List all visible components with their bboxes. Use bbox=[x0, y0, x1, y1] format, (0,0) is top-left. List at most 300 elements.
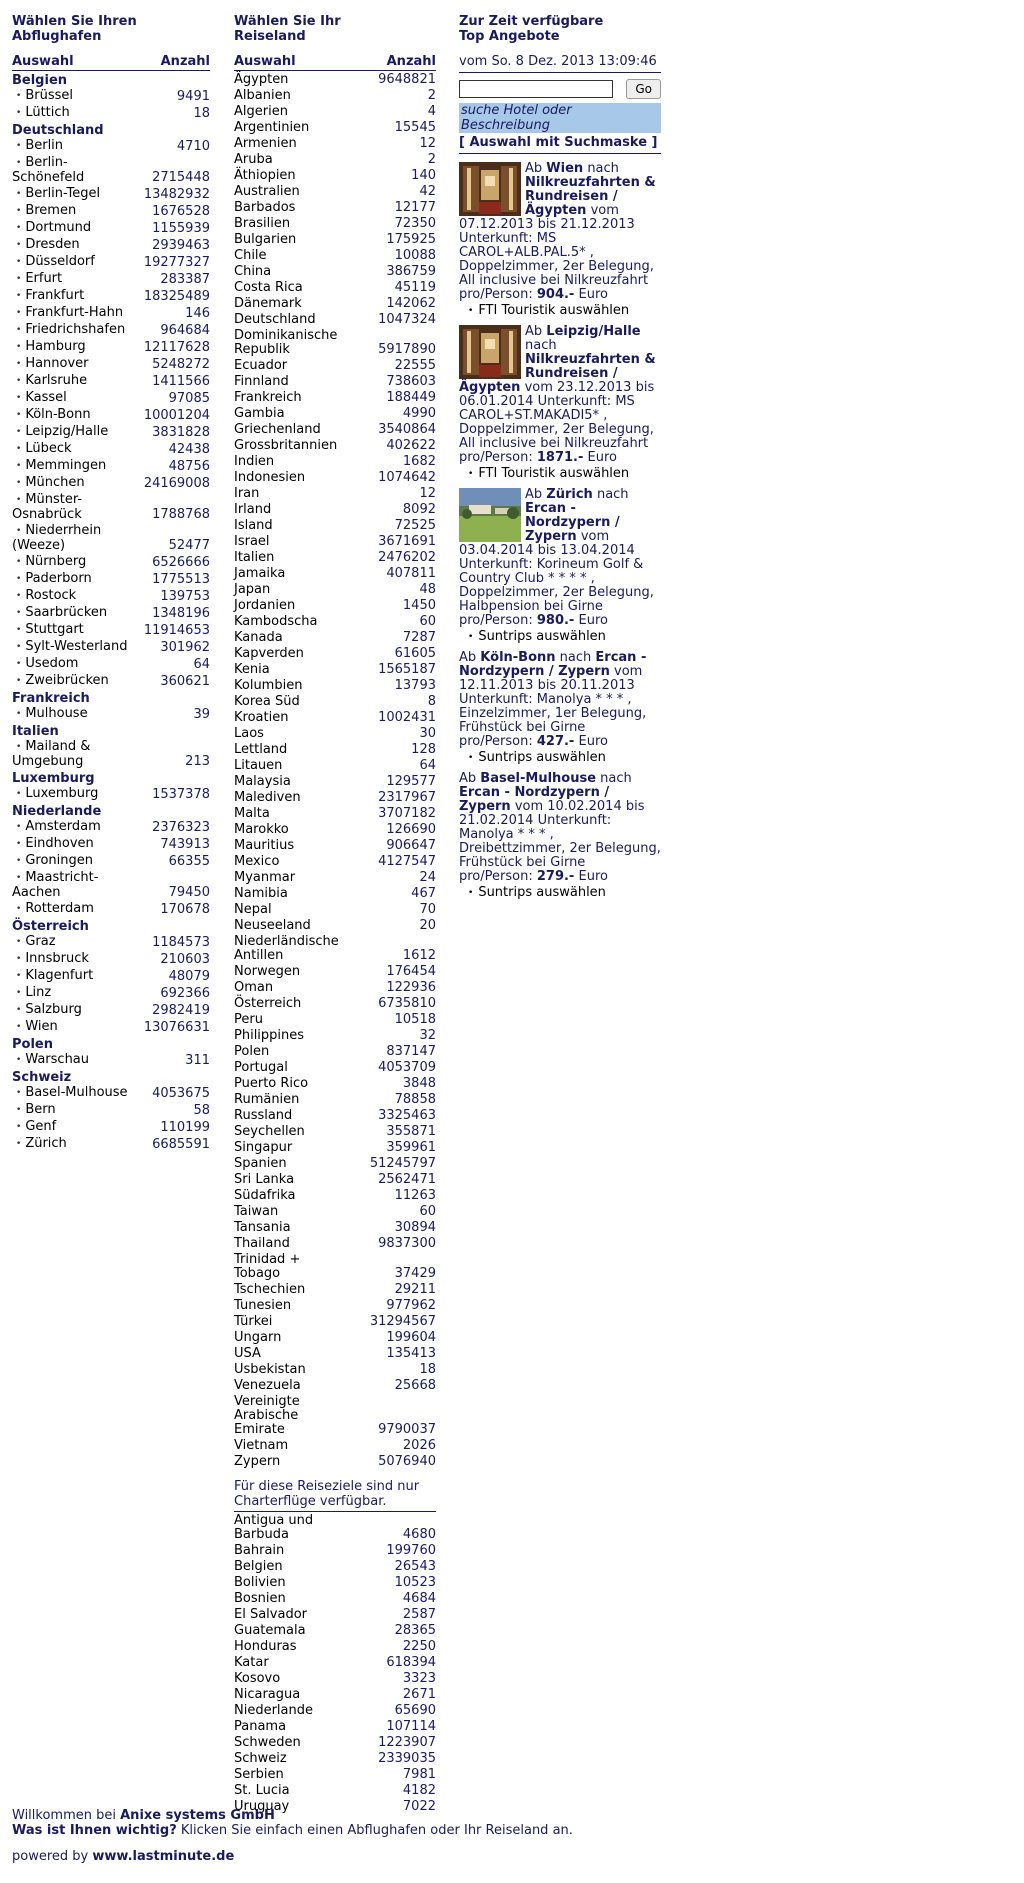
destination-name[interactable]: Kolumbien bbox=[234, 678, 303, 693]
airport-name[interactable]: • Genf bbox=[12, 1120, 56, 1135]
airport-name[interactable]: • Zürich bbox=[12, 1137, 67, 1152]
destination-name[interactable]: Russland bbox=[234, 1108, 293, 1123]
airport-row[interactable] bbox=[12, 289, 210, 304]
offer-destination[interactable]: Ercan - Nordzypern / Zypern bbox=[525, 501, 620, 544]
airport-row[interactable] bbox=[12, 854, 210, 869]
airport-row[interactable] bbox=[12, 969, 210, 984]
destination-row[interactable] bbox=[234, 1237, 436, 1251]
airport-row[interactable] bbox=[12, 204, 210, 219]
airport-row[interactable] bbox=[12, 187, 210, 202]
destination-name[interactable]: Australien bbox=[234, 184, 300, 199]
airport-name[interactable]: • Usedom bbox=[12, 657, 78, 672]
destination-row[interactable] bbox=[234, 711, 436, 725]
destination-row[interactable] bbox=[234, 265, 436, 279]
destination-name[interactable]: Ecuador bbox=[234, 358, 288, 373]
airport-row[interactable] bbox=[12, 606, 210, 621]
offer-origin[interactable]: Wien bbox=[546, 161, 584, 176]
destination-name[interactable]: Äthiopien bbox=[234, 168, 296, 183]
destination-row[interactable] bbox=[234, 1125, 436, 1139]
destination-row[interactable] bbox=[234, 631, 436, 645]
destination-name[interactable]: Litauen bbox=[234, 758, 283, 773]
destination-name[interactable]: Thailand bbox=[234, 1236, 290, 1251]
advanced-search-link[interactable]: [ Auswahl mit Suchmaske ] bbox=[459, 135, 661, 154]
airport-name[interactable]: • Bern bbox=[12, 1103, 56, 1118]
airport-row[interactable] bbox=[12, 589, 210, 604]
destination-row[interactable] bbox=[234, 1093, 436, 1107]
airport-name[interactable]: • Niederrhein (Weeze) bbox=[12, 524, 132, 553]
destination-name[interactable]: Armenien bbox=[234, 136, 297, 151]
airport-row[interactable] bbox=[12, 493, 210, 522]
destination-name[interactable]: Tschechien bbox=[234, 1282, 306, 1297]
destination-name[interactable]: Algerien bbox=[234, 104, 288, 119]
destination-row[interactable] bbox=[234, 105, 436, 119]
operator-select-link[interactable]: • Suntrips auswählen bbox=[459, 630, 661, 645]
destination-name[interactable]: Myanmar bbox=[234, 870, 296, 885]
destination-name[interactable]: Costa Rica bbox=[234, 280, 303, 295]
destination-name[interactable]: Antigua und Barbuda bbox=[234, 1513, 314, 1542]
airport-name[interactable]: • Lüttich bbox=[12, 106, 70, 121]
airport-row[interactable] bbox=[12, 572, 210, 587]
destination-name[interactable]: Dänemark bbox=[234, 296, 302, 311]
destination-row[interactable] bbox=[234, 487, 436, 501]
airport-name[interactable]: • Friedrichshafen bbox=[12, 323, 125, 338]
destination-name[interactable]: Chile bbox=[234, 248, 267, 263]
destination-row[interactable] bbox=[234, 1061, 436, 1075]
destination-row[interactable] bbox=[234, 535, 436, 549]
destination-name[interactable]: Brasilien bbox=[234, 216, 291, 231]
destination-row[interactable] bbox=[234, 807, 436, 821]
destination-row[interactable] bbox=[234, 1045, 436, 1059]
airport-row[interactable] bbox=[12, 459, 210, 474]
destination-row[interactable] bbox=[234, 1560, 436, 1574]
airport-name[interactable]: • Mulhouse bbox=[12, 707, 88, 722]
airport-row[interactable] bbox=[12, 820, 210, 835]
destination-row[interactable] bbox=[234, 471, 436, 485]
offer-origin[interactable]: Basel-Mulhouse bbox=[480, 771, 597, 786]
airport-name[interactable]: • Berlin-Tegel bbox=[12, 187, 100, 202]
destination-row[interactable] bbox=[234, 1439, 436, 1453]
airport-row[interactable] bbox=[12, 306, 210, 321]
site-link[interactable]: www.lastminute.de bbox=[92, 1849, 235, 1864]
destination-row[interactable] bbox=[234, 1331, 436, 1345]
destination-name[interactable]: Philippines bbox=[234, 1028, 305, 1043]
airport-name[interactable]: • Zweibrücken bbox=[12, 674, 109, 689]
destination-row[interactable] bbox=[234, 1347, 436, 1361]
airport-row[interactable] bbox=[12, 740, 210, 769]
destination-name[interactable]: Tansania bbox=[234, 1220, 291, 1235]
airport-name[interactable]: • Stuttgart bbox=[12, 623, 84, 638]
airport-name[interactable]: • Leipzig/Halle bbox=[12, 425, 108, 440]
destination-name[interactable]: Kanada bbox=[234, 630, 283, 645]
airport-name[interactable]: • Wien bbox=[12, 1020, 58, 1035]
destination-name[interactable]: Katar bbox=[234, 1655, 269, 1670]
destination-name[interactable]: Deutschland bbox=[234, 312, 316, 327]
destination-row[interactable] bbox=[234, 567, 436, 581]
airport-name[interactable]: • Erfurt bbox=[12, 272, 62, 287]
destination-row[interactable] bbox=[234, 1077, 436, 1091]
airport-row[interactable] bbox=[12, 1086, 210, 1101]
destination-name[interactable]: Tunesien bbox=[234, 1298, 292, 1313]
airport-name[interactable]: • Maastricht-Aachen bbox=[12, 871, 132, 900]
destination-row[interactable] bbox=[234, 551, 436, 565]
destination-row[interactable] bbox=[234, 759, 436, 773]
airport-name[interactable]: • Nürnberg bbox=[12, 555, 86, 570]
destination-name[interactable]: Jordanien bbox=[234, 598, 296, 613]
destination-name[interactable]: USA bbox=[234, 1346, 261, 1361]
destination-row[interactable] bbox=[234, 73, 436, 87]
destination-row[interactable] bbox=[234, 519, 436, 533]
destination-row[interactable] bbox=[234, 359, 436, 373]
airport-row[interactable] bbox=[12, 221, 210, 236]
destination-row[interactable] bbox=[234, 297, 436, 311]
airport-row[interactable] bbox=[12, 1003, 210, 1018]
destination-row[interactable] bbox=[234, 743, 436, 757]
airport-row[interactable] bbox=[12, 871, 210, 900]
destination-name[interactable]: Oman bbox=[234, 980, 274, 995]
airport-row[interactable] bbox=[12, 555, 210, 570]
airport-name[interactable]: • Graz bbox=[12, 935, 56, 950]
destination-name[interactable]: Kosovo bbox=[234, 1671, 281, 1686]
destination-name[interactable]: Mexico bbox=[234, 854, 280, 869]
destination-row[interactable] bbox=[234, 407, 436, 421]
airport-name[interactable]: • Sylt-Westerland bbox=[12, 640, 128, 655]
airport-row[interactable] bbox=[12, 935, 210, 950]
destination-name[interactable]: Vietnam bbox=[234, 1438, 289, 1453]
airport-name[interactable]: • Amsterdam bbox=[12, 820, 101, 835]
destination-row[interactable] bbox=[234, 1592, 436, 1606]
offer-destination[interactable]: Ercan - Nordzypern / Zypern bbox=[459, 785, 610, 814]
airport-row[interactable] bbox=[12, 1120, 210, 1135]
airport-row[interactable] bbox=[12, 1020, 210, 1035]
airport-row[interactable] bbox=[12, 323, 210, 338]
destination-row[interactable] bbox=[234, 1624, 436, 1638]
destination-row[interactable] bbox=[234, 1704, 436, 1718]
airport-name[interactable]: • Münster-Osnabrück bbox=[12, 493, 132, 522]
destination-row[interactable] bbox=[234, 903, 436, 917]
destination-name[interactable]: Nepal bbox=[234, 902, 272, 917]
destination-row[interactable] bbox=[234, 1189, 436, 1203]
destination-name[interactable]: Malediven bbox=[234, 790, 301, 805]
airport-row[interactable] bbox=[12, 442, 210, 457]
airport-row[interactable] bbox=[12, 89, 210, 104]
destination-row[interactable] bbox=[234, 1379, 436, 1393]
destination-row[interactable] bbox=[234, 1608, 436, 1622]
airport-name[interactable]: • Berlin-Schönefeld bbox=[12, 156, 132, 185]
airport-name[interactable]: • Karlsruhe bbox=[12, 374, 87, 389]
airport-name[interactable]: • Kassel bbox=[12, 391, 67, 406]
airport-name[interactable]: • Hannover bbox=[12, 357, 89, 372]
destination-name[interactable]: Trinidad + Tobago bbox=[234, 1252, 301, 1281]
airport-name[interactable]: • Memmingen bbox=[12, 459, 106, 474]
airport-name[interactable]: • Rostock bbox=[12, 589, 76, 604]
destination-row[interactable] bbox=[234, 455, 436, 469]
offer-origin[interactable]: Zürich bbox=[546, 487, 593, 502]
destination-row[interactable] bbox=[234, 855, 436, 869]
destination-name[interactable]: Bolivien bbox=[234, 1575, 286, 1590]
airport-name[interactable]: • Mailand & Umgebung bbox=[12, 740, 132, 769]
destination-row[interactable] bbox=[234, 503, 436, 517]
destination-row[interactable] bbox=[234, 1157, 436, 1171]
destination-name[interactable]: Finnland bbox=[234, 374, 289, 389]
destination-row[interactable] bbox=[234, 1221, 436, 1235]
airport-row[interactable] bbox=[12, 986, 210, 1001]
airport-name[interactable]: • Dresden bbox=[12, 238, 80, 253]
operator-select-link[interactable]: • FTI Touristik auswählen bbox=[459, 304, 661, 319]
airport-row[interactable] bbox=[12, 657, 210, 672]
destination-row[interactable] bbox=[234, 583, 436, 597]
destination-name[interactable]: Korea Süd bbox=[234, 694, 300, 709]
destination-row[interactable] bbox=[234, 887, 436, 901]
airport-row[interactable] bbox=[12, 640, 210, 655]
destination-row[interactable] bbox=[234, 1514, 436, 1542]
destination-name[interactable]: Ägypten bbox=[234, 72, 289, 87]
destination-row[interactable] bbox=[234, 329, 436, 357]
airport-row[interactable] bbox=[12, 674, 210, 689]
airport-name[interactable]: • Frankfurt-Hahn bbox=[12, 306, 123, 321]
airport-name[interactable]: • Innsbruck bbox=[12, 952, 89, 967]
airport-name[interactable]: • München bbox=[12, 476, 85, 491]
airport-name[interactable]: • Warschau bbox=[12, 1053, 89, 1068]
offer-origin[interactable]: Leipzig/Halle bbox=[546, 324, 641, 339]
airport-name[interactable]: • Dortmund bbox=[12, 221, 91, 236]
destination-name[interactable]: Schweiz bbox=[234, 1751, 287, 1766]
destination-row[interactable] bbox=[234, 233, 436, 247]
airport-row[interactable] bbox=[12, 139, 210, 154]
airport-row[interactable] bbox=[12, 357, 210, 372]
destination-row[interactable] bbox=[234, 1141, 436, 1155]
destination-row[interactable] bbox=[234, 391, 436, 405]
destination-name[interactable]: Ungarn bbox=[234, 1330, 282, 1345]
destination-name[interactable]: China bbox=[234, 264, 272, 279]
destination-row[interactable] bbox=[234, 1173, 436, 1187]
destination-row[interactable] bbox=[234, 1029, 436, 1043]
destination-name[interactable]: Nicaragua bbox=[234, 1687, 301, 1702]
destination-name[interactable]: Griechenland bbox=[234, 422, 321, 437]
destination-name[interactable]: Indonesien bbox=[234, 470, 306, 485]
airport-row[interactable] bbox=[12, 787, 210, 802]
destination-row[interactable] bbox=[234, 121, 436, 135]
destination-row[interactable] bbox=[234, 935, 436, 963]
airport-row[interactable] bbox=[12, 272, 210, 287]
airport-name[interactable]: • Düsseldorf bbox=[12, 255, 95, 270]
destination-name[interactable]: Italien bbox=[234, 550, 275, 565]
airport-row[interactable] bbox=[12, 425, 210, 440]
airport-row[interactable] bbox=[12, 1137, 210, 1152]
airport-row[interactable] bbox=[12, 408, 210, 423]
destination-row[interactable] bbox=[234, 599, 436, 613]
airport-row[interactable] bbox=[12, 524, 210, 553]
destination-row[interactable] bbox=[234, 727, 436, 741]
destination-row[interactable] bbox=[234, 153, 436, 167]
golf-landscape-image[interactable] bbox=[459, 488, 521, 542]
destination-name[interactable]: Irland bbox=[234, 502, 272, 517]
airport-row[interactable] bbox=[12, 902, 210, 917]
airport-name[interactable]: • Berlin bbox=[12, 139, 63, 154]
destination-row[interactable] bbox=[234, 679, 436, 693]
destination-name[interactable]: Neuseeland bbox=[234, 918, 311, 933]
destination-name[interactable]: Malta bbox=[234, 806, 270, 821]
destination-name[interactable]: Venezuela bbox=[234, 1378, 301, 1393]
airport-row[interactable] bbox=[12, 952, 210, 967]
airport-name[interactable]: • Linz bbox=[12, 986, 51, 1001]
destination-name[interactable]: Frankreich bbox=[234, 390, 302, 405]
destination-name[interactable]: Portugal bbox=[234, 1060, 288, 1075]
destination-name[interactable]: Uruguay bbox=[234, 1799, 290, 1814]
destination-row[interactable] bbox=[234, 1283, 436, 1297]
destination-name[interactable]: St. Lucia bbox=[234, 1783, 290, 1798]
operator-select-link[interactable]: • Suntrips auswählen bbox=[459, 751, 661, 766]
destination-row[interactable] bbox=[234, 1205, 436, 1219]
destination-row[interactable] bbox=[234, 1672, 436, 1686]
destination-name[interactable]: Indien bbox=[234, 454, 275, 469]
destination-row[interactable] bbox=[234, 217, 436, 231]
offer-destination[interactable]: Nilkreuzfahrten & Rundreisen / Ägypten bbox=[525, 175, 656, 218]
destination-row[interactable] bbox=[234, 695, 436, 709]
airport-name[interactable]: • Hamburg bbox=[12, 340, 86, 355]
destination-name[interactable]: Südafrika bbox=[234, 1188, 296, 1203]
destination-row[interactable] bbox=[234, 281, 436, 295]
destination-row[interactable] bbox=[234, 1544, 436, 1558]
destination-row[interactable] bbox=[234, 1640, 436, 1654]
hotel-search-input[interactable] bbox=[459, 80, 613, 98]
destination-row[interactable] bbox=[234, 439, 436, 453]
airport-row[interactable] bbox=[12, 238, 210, 253]
airport-row[interactable] bbox=[12, 623, 210, 638]
destination-row[interactable] bbox=[234, 1013, 436, 1027]
destination-name[interactable]: Dominikanische Republik bbox=[234, 328, 338, 357]
destination-row[interactable] bbox=[234, 981, 436, 995]
airport-name[interactable]: • Eindhoven bbox=[12, 837, 94, 852]
destination-name[interactable]: Israel bbox=[234, 534, 270, 549]
destination-name[interactable]: Rumänien bbox=[234, 1092, 300, 1107]
destination-row[interactable] bbox=[234, 1315, 436, 1329]
destination-row[interactable] bbox=[234, 1720, 436, 1734]
destination-name[interactable]: Niederländische Antillen bbox=[234, 934, 339, 963]
destination-name[interactable]: Puerto Rico bbox=[234, 1076, 309, 1091]
airport-name[interactable]: • Bremen bbox=[12, 204, 76, 219]
airport-name[interactable]: • Basel-Mulhouse bbox=[12, 1086, 128, 1101]
airport-row[interactable] bbox=[12, 837, 210, 852]
destination-row[interactable] bbox=[234, 1253, 436, 1281]
destination-name[interactable]: Bulgarien bbox=[234, 232, 297, 247]
destination-row[interactable] bbox=[234, 1109, 436, 1123]
destination-name[interactable]: Guatemala bbox=[234, 1623, 306, 1638]
destination-name[interactable]: Niederlande bbox=[234, 1703, 313, 1718]
destination-row[interactable] bbox=[234, 647, 436, 661]
operator-select-link[interactable]: • FTI Touristik auswählen bbox=[459, 467, 661, 482]
destination-name[interactable]: Kapverden bbox=[234, 646, 304, 661]
destination-row[interactable] bbox=[234, 249, 436, 263]
cruise-interior-image[interactable] bbox=[459, 325, 521, 379]
airport-row[interactable] bbox=[12, 707, 210, 722]
destination-name[interactable]: Island bbox=[234, 518, 273, 533]
airport-name[interactable]: • Paderborn bbox=[12, 572, 92, 587]
destination-name[interactable]: Mauritius bbox=[234, 838, 295, 853]
destination-row[interactable] bbox=[234, 313, 436, 327]
destination-row[interactable] bbox=[234, 1784, 436, 1798]
destination-name[interactable]: Lettland bbox=[234, 742, 288, 757]
destination-name[interactable]: Malaysia bbox=[234, 774, 291, 789]
airport-row[interactable] bbox=[12, 374, 210, 389]
destination-row[interactable] bbox=[234, 1752, 436, 1766]
destination-name[interactable]: Argentinien bbox=[234, 120, 310, 135]
destination-row[interactable] bbox=[234, 615, 436, 629]
destination-name[interactable]: Schweden bbox=[234, 1735, 301, 1750]
destination-row[interactable] bbox=[234, 1455, 436, 1469]
airport-row[interactable] bbox=[12, 156, 210, 185]
airport-row[interactable] bbox=[12, 106, 210, 121]
destination-row[interactable] bbox=[234, 997, 436, 1011]
offer-destination[interactable]: Nilkreuzfahrten & Rundreisen / Ägypten bbox=[459, 352, 656, 395]
destination-row[interactable] bbox=[234, 775, 436, 789]
destination-row[interactable] bbox=[234, 201, 436, 215]
destination-name[interactable]: Serbien bbox=[234, 1767, 284, 1782]
destination-name[interactable]: Sri Lanka bbox=[234, 1172, 295, 1187]
destination-row[interactable] bbox=[234, 1688, 436, 1702]
destination-row[interactable] bbox=[234, 919, 436, 933]
destination-name[interactable]: Taiwan bbox=[234, 1204, 279, 1219]
destination-name[interactable]: Albanien bbox=[234, 88, 291, 103]
operator-select-link[interactable]: • Suntrips auswählen bbox=[459, 886, 661, 901]
destination-row[interactable] bbox=[234, 185, 436, 199]
destination-name[interactable]: Seychellen bbox=[234, 1124, 305, 1139]
destination-row[interactable] bbox=[234, 375, 436, 389]
destination-row[interactable] bbox=[234, 1736, 436, 1750]
destination-name[interactable]: Peru bbox=[234, 1012, 263, 1027]
destination-name[interactable]: Iran bbox=[234, 486, 260, 501]
destination-name[interactable]: Österreich bbox=[234, 996, 302, 1011]
destination-row[interactable] bbox=[234, 423, 436, 437]
destination-row[interactable] bbox=[234, 871, 436, 885]
offer-origin[interactable]: Köln-Bonn bbox=[480, 650, 556, 665]
offer-destination[interactable]: Ercan - Nordzypern / Zypern bbox=[459, 650, 647, 679]
airport-name[interactable]: • Köln-Bonn bbox=[12, 408, 91, 423]
destination-name[interactable]: Honduras bbox=[234, 1639, 297, 1654]
destination-name[interactable]: Bosnien bbox=[234, 1591, 286, 1606]
destination-row[interactable] bbox=[234, 137, 436, 151]
destination-name[interactable]: Türkei bbox=[234, 1314, 273, 1329]
destination-name[interactable]: Polen bbox=[234, 1044, 270, 1059]
airport-name[interactable]: • Brüssel bbox=[12, 89, 73, 104]
destination-name[interactable]: Belgien bbox=[234, 1559, 283, 1574]
destination-name[interactable]: Zypern bbox=[234, 1454, 281, 1469]
destination-row[interactable] bbox=[234, 663, 436, 677]
destination-row[interactable] bbox=[234, 1299, 436, 1313]
airport-name[interactable]: • Saarbrücken bbox=[12, 606, 107, 621]
destination-row[interactable] bbox=[234, 169, 436, 183]
destination-name[interactable]: El Salvador bbox=[234, 1607, 307, 1622]
destination-row[interactable] bbox=[234, 1576, 436, 1590]
airport-name[interactable]: • Lübeck bbox=[12, 442, 72, 457]
destination-name[interactable]: Kambodscha bbox=[234, 614, 318, 629]
destination-name[interactable]: Aruba bbox=[234, 152, 273, 167]
airport-name[interactable]: • Rotterdam bbox=[12, 902, 94, 917]
airport-row[interactable] bbox=[12, 1103, 210, 1118]
destination-name[interactable]: Marokko bbox=[234, 822, 289, 837]
destination-name[interactable]: Bahrain bbox=[234, 1543, 285, 1558]
destination-name[interactable]: Singapur bbox=[234, 1140, 293, 1155]
destination-row[interactable] bbox=[234, 965, 436, 979]
destination-name[interactable]: Vereinigte Arabische Emirate bbox=[234, 1394, 300, 1437]
destination-name[interactable]: Barbados bbox=[234, 200, 296, 215]
destination-name[interactable]: Kroatien bbox=[234, 710, 289, 725]
destination-row[interactable] bbox=[234, 1395, 436, 1437]
destination-row[interactable] bbox=[234, 823, 436, 837]
airport-row[interactable] bbox=[12, 340, 210, 355]
airport-name[interactable]: • Salzburg bbox=[12, 1003, 82, 1018]
destination-name[interactable]: Panama bbox=[234, 1719, 287, 1734]
destination-name[interactable]: Norwegen bbox=[234, 964, 301, 979]
